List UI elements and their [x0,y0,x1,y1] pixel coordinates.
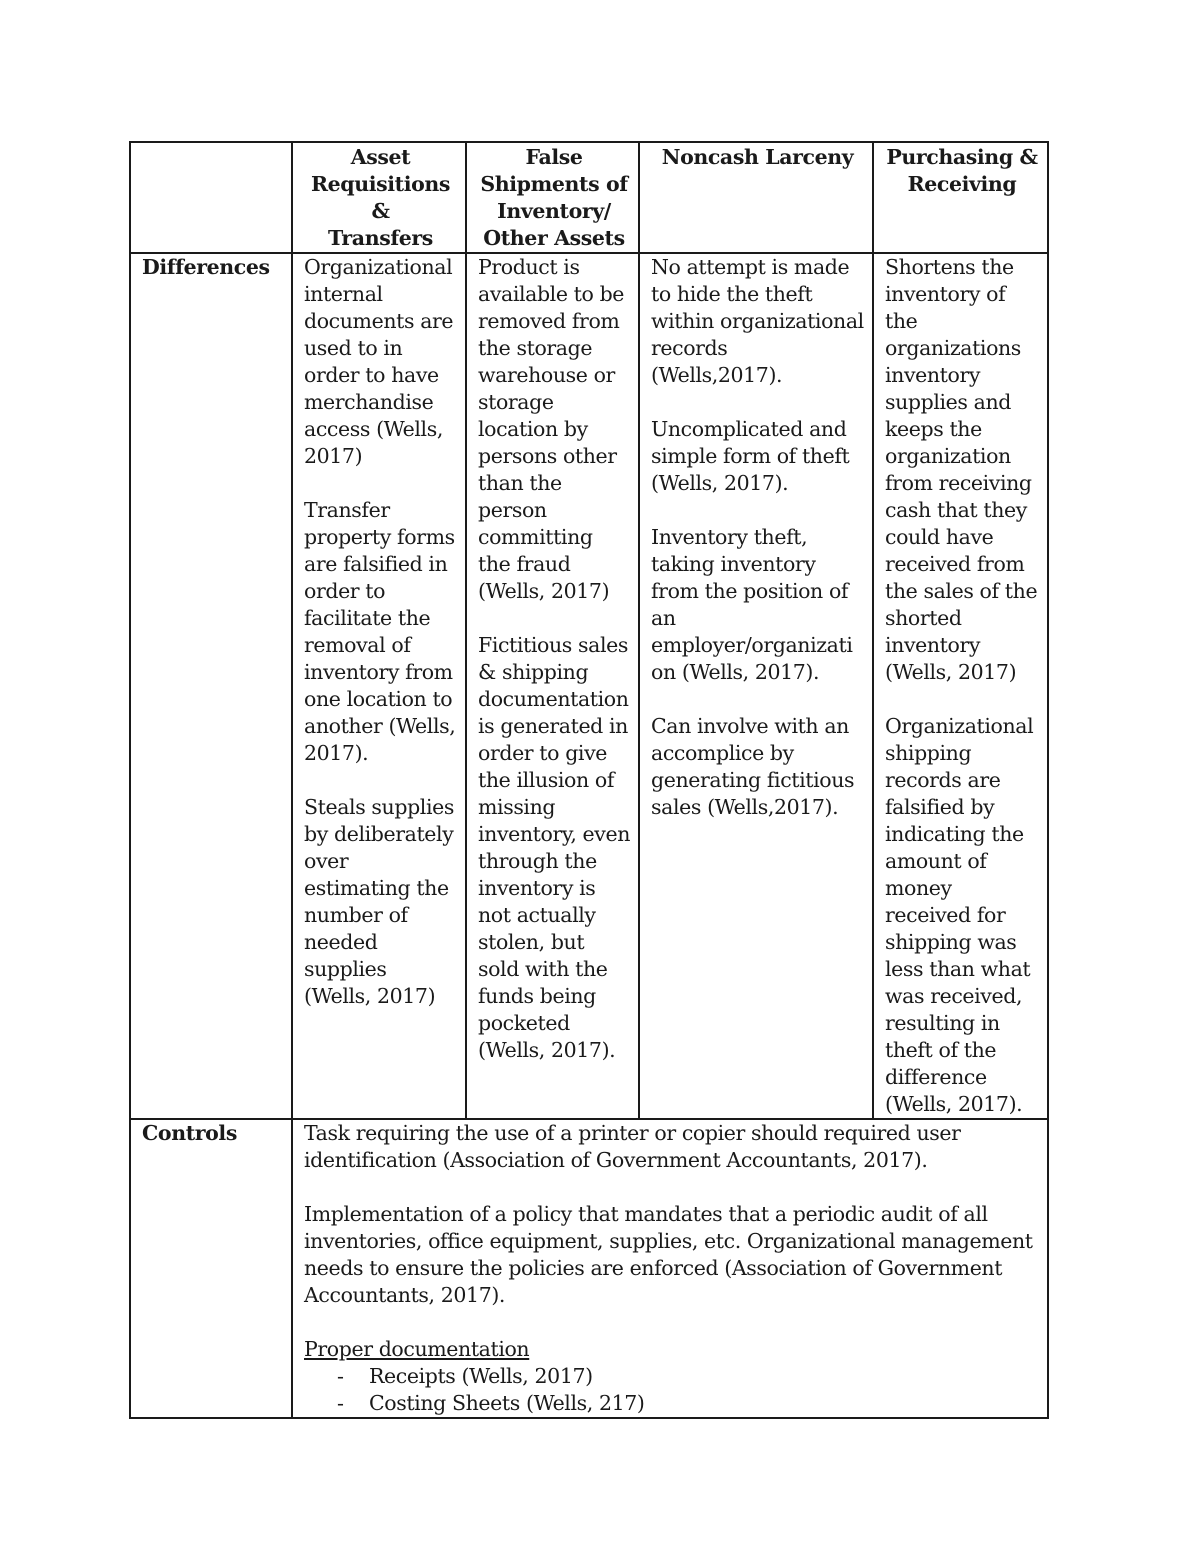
header-asset-requisitions [292,142,466,253]
header-line: False [525,145,583,169]
controls-cell [292,1119,1048,1418]
controls-row [130,1119,1048,1418]
differences-purchasing-cell [873,253,1048,1119]
dash-marker: - [337,1391,344,1415]
list-item [337,1390,1039,1417]
cell-paragraph: Steals supplies by deliberately over estimating the number of needed supplies (Wells, 2017) [304,795,454,1008]
header-purchasing-receiving [873,142,1048,253]
differences-asset-cell [292,253,466,1119]
comparison-table [129,141,1049,1419]
cell-paragraph: Organizational shipping records are falsified by indicating the amount of money received for shipping was less than what was received, resulting in theft of the difference (Wells, 2017). [885,714,1034,1116]
header-line: Transfers [328,226,433,250]
header-line: Inventory/ [497,199,611,223]
cell-paragraph: Fictitious sales & shipping documentation is generated in order to give the illusion of missing inventory, even through the inventory is not actually stolen, but sold with the funds being pocketed (Wells, 2017). [478,633,630,1062]
list-item-text: Costing Sheets (Wells, 217) [369,1391,645,1415]
header-line: Asset [350,145,411,169]
dash-marker: - [337,1364,344,1388]
cell-paragraph: Can involve with an accomplice by generating fictitious sales (Wells,2017). [651,714,855,819]
cell-paragraph: Inventory theft, taking inventory from the position of an employer/organization (Wells, 2017). [651,525,853,684]
cell-paragraph: Uncomplicated and simple form of theft (Wells, 2017). [651,417,850,495]
documentation-heading: Proper documentation [304,1337,530,1361]
list-item [337,1363,1039,1390]
controls-label: Controls [130,1119,292,1418]
header-false-shipments [466,142,639,253]
header-line: Purchasing & [886,145,1038,169]
header-line: Noncash Larceny [661,145,854,169]
cell-paragraph: Product is available to be removed from the storage warehouse or storage location by persons other than the person committing the fraud (Wells, 2017) [478,255,625,603]
differences-noncash-cell [639,253,873,1119]
header-line: Requisitions & [310,172,450,223]
cell-paragraph: Shortens the inventory of the organizations inventory supplies and keeps the organization from receiving cash that they could have received from the sales of the shorted inventory (Wells, 2017) [885,255,1038,684]
documentation-list [304,1363,1039,1417]
cell-paragraph: Organizational internal documents are used to in order to have merchandise access (Wells, 2017) [304,255,454,468]
header-line: Receiving [907,172,1017,196]
controls-paragraph: Implementation of a policy that mandates that a periodic audit of all inventories, office equipment, supplies, etc. Organizational management needs to ensure the policies are enforced (Association of Government Accountants, 2017). [304,1202,1033,1307]
header-noncash-larceny [639,142,873,253]
header-cell-empty [130,142,292,253]
differences-row [130,253,1048,1119]
header-line: Other Assets [483,226,625,250]
cell-paragraph: Transfer property forms are falsified in order to facilitate the removal of inventory from one location to another (Wells, 2017). [304,498,456,765]
cell-paragraph: No attempt is made to hide the theft within organizational records (Wells,2017). [651,255,864,387]
list-item-text: Receipts (Wells, 2017) [369,1364,593,1388]
differences-label: Differences [130,253,292,1119]
header-line: Shipments of [480,172,628,196]
controls-paragraph: Task requiring the use of a printer or copier should required user identification (Association of Government Accountants, 2017). [304,1121,961,1172]
header-row [130,142,1048,253]
differences-false-shipments-cell [466,253,639,1119]
